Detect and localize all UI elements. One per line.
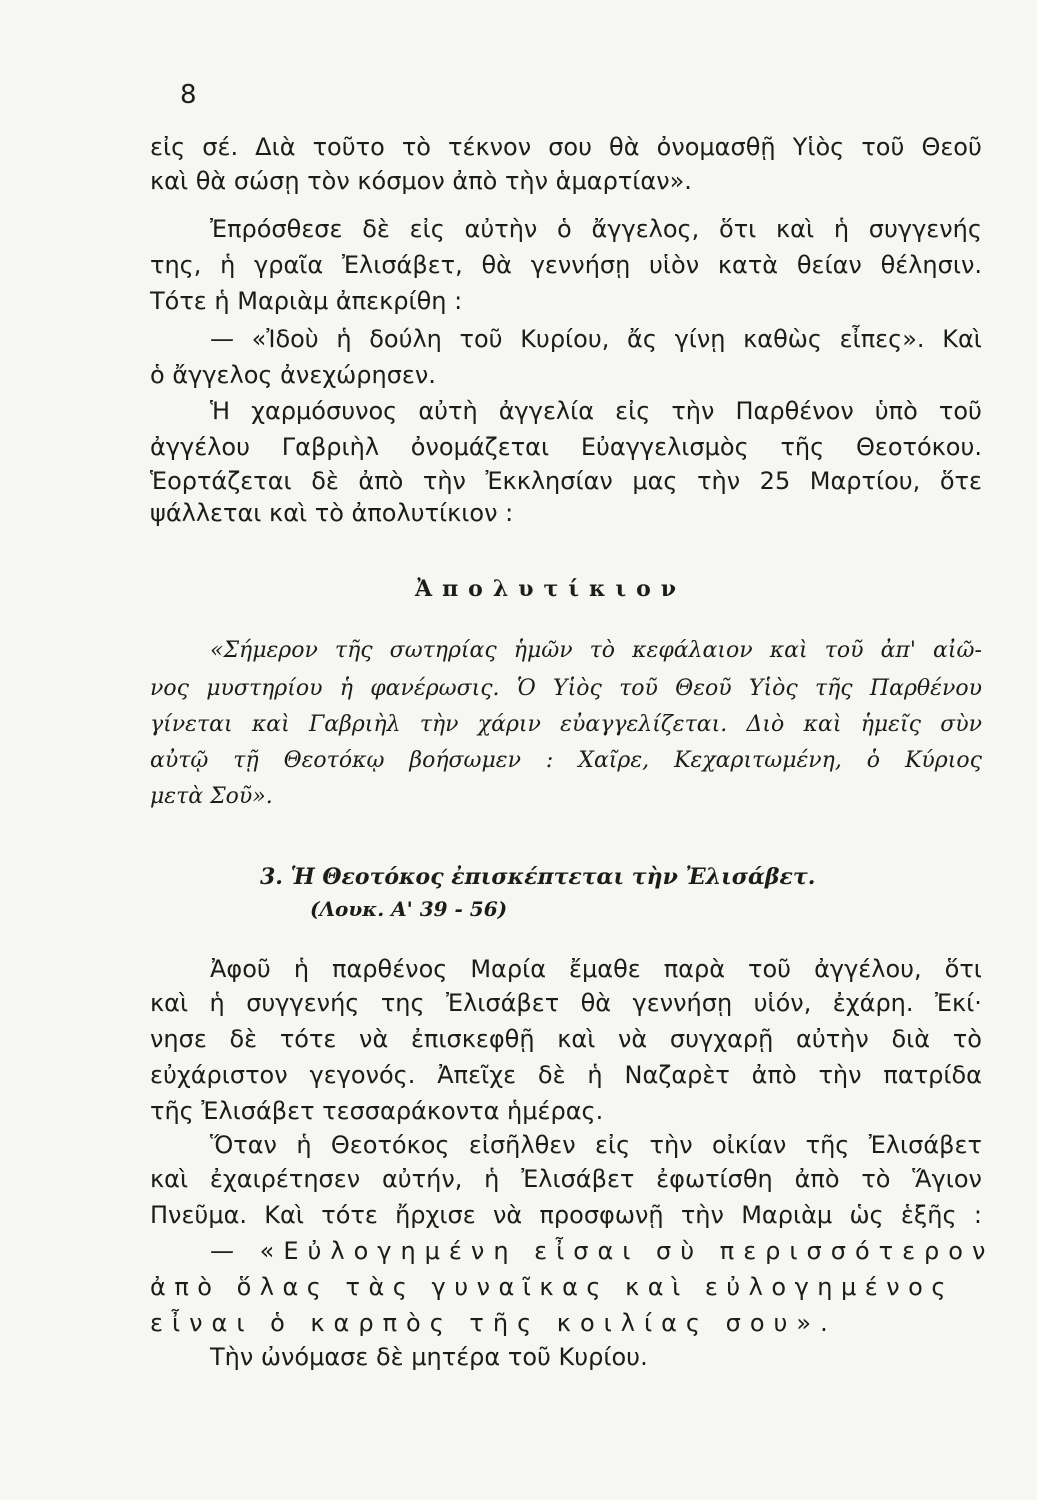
word: ἄγγελος, [591,215,700,243]
word: τὸ [589,638,616,663]
word: εἰς [150,133,186,161]
text-line [150,1198,982,1232]
word: υἱὸν [649,251,700,279]
word: ὅτι [719,215,757,243]
word: σωτηρίας [389,638,497,663]
word: σὺν [940,712,982,737]
word: γεννήσῃ [632,989,733,1017]
text-line: τῆς Ἐλισάβετ τεσσαράκοντα ἡμέρας. [150,1097,604,1125]
word: Χαῖρε, [578,748,650,773]
word: της, [150,251,202,279]
word: ἡμῶν [513,638,573,663]
word: Μαριὰμ [741,1201,833,1229]
word: ἡ [296,1131,312,1159]
word: καὶ [769,638,808,663]
word: εἰς [595,1131,631,1159]
word: τοῦ [938,397,982,425]
word: χάριν [477,712,541,737]
word: ἐπισκεφθῇ [410,1025,535,1053]
text-line [150,464,982,498]
word: γεγονός. [309,1061,416,1089]
word: Διὸ [746,712,785,737]
word: Γαβριὴλ [309,712,401,737]
hymn-line: μετὰ Σοῦ». [150,784,273,809]
word: συγχαρῇ [669,1025,774,1053]
word: : [973,1201,982,1229]
text-line [210,212,982,246]
word: προσφωνῇ [539,1201,664,1229]
word: βοήσωμεν [409,748,521,773]
word: ὁ [866,748,881,773]
word: τὸ [952,1025,982,1053]
word: ἀπὸ [358,467,404,495]
word: Γαβριὴλ [281,433,380,461]
word: Υἱὸς [792,133,845,161]
text-line: Τότε ἡ Μαριὰμ ἀπεκρίθη : [150,287,463,315]
word: Ἅγιον [912,1165,982,1193]
word: δὲ [229,1025,258,1053]
word: ὑπὸ [874,397,918,425]
quote-line: ἀπὸ ὅλας τὰς γυναῖκας καὶ εὐλογημένος [150,1273,954,1301]
text-line [150,1058,982,1092]
word: Ἐλισάβετ [868,1131,982,1159]
word: κατὰ [717,251,779,279]
word: εἶπες». [839,325,925,353]
word: υἱόν, [753,989,812,1017]
quote-line: — «Εὐλογημένη εἶσαι σὺ περισσότερον [210,1237,995,1265]
word: παρθένος [332,955,448,983]
word: Παρθένον [735,397,854,425]
word: χαρμόσυνος [251,397,398,425]
word: ἐχαιρέτησεν [209,1165,361,1193]
word: ἡ [587,1061,603,1089]
word: εὐαγγελίζεται. [560,712,728,737]
word: νος [150,676,189,701]
word: αὐτῷ [150,748,209,773]
word: Παρθένου [869,676,982,701]
word: Ἐκί· [934,989,982,1017]
text-line [150,986,982,1020]
word: Θεοῦ [675,676,732,701]
word: Υἱὸς [553,676,602,701]
word: Ἑορτάζεται [150,467,292,495]
word: εἰσῆλθεν [468,1131,576,1159]
word: Ἀπεῖχε [437,1061,517,1089]
word: θέλησιν. [880,251,982,279]
word: αἰῶ- [933,638,982,663]
word: μυστηρίου [206,676,323,701]
word: Ἐλισάβετ [521,1165,635,1193]
text-line [150,130,982,164]
word: εἰς [615,397,651,425]
word: οἰκίαν [711,1131,787,1159]
word: ὁ [557,215,572,243]
word: Θεοτόκῳ [283,748,385,773]
word: ἡ [293,955,310,983]
word: Κύριος [904,748,982,773]
apolytikion-heading: Ἀπολυτίκιον [415,576,687,602]
word: τοῦ [824,638,864,663]
text-line [150,430,982,464]
word: τότε [279,1025,337,1053]
word: διὰ [891,1025,931,1053]
word: καὶ [150,989,189,1017]
word: Ἡ [210,397,231,425]
hymn-line [210,634,982,668]
word: θείαν [796,251,862,279]
word: Ἀφοῦ [210,955,271,983]
word: Καὶ [942,325,982,353]
word: Μαρτίου, [809,467,921,495]
word: ὅτε [939,467,982,495]
word: 25 [759,467,791,495]
word: ὅτι [944,955,982,983]
text-line [210,952,982,986]
word: Διὰ [255,133,296,161]
word: τῆς [334,638,373,663]
word: τοῦ [619,676,658,701]
word: Ἐκκλησίαν [485,467,613,495]
word: ἔμαθε [569,955,641,983]
word: αὐτὴν [796,1025,869,1053]
word: καὶ [776,215,815,243]
word: γραῖα [254,251,324,279]
text-line: ψάλλεται καὶ τὸ ἀπολυτίκιον : [150,499,514,527]
text-line [150,1162,982,1196]
word: τὴν [680,1201,724,1229]
word: Κεχαριτωμένη, [674,748,842,773]
word: θὰ [580,989,612,1017]
text-line: ὁ ἄγγελος ἀνεχώρησεν. [150,361,436,389]
word: ἐχάρη. [832,989,914,1017]
word: ἡ [833,215,850,243]
hymn-line [150,672,982,706]
word: τῆς [814,676,853,701]
word: τὴν [697,467,741,495]
word: ἀγγέλου, [814,955,922,983]
word: συγγενής [868,215,982,243]
word: Ὁ [516,676,536,701]
word: θὰ [609,133,640,161]
word: ἀπὸ [751,1061,797,1089]
word: Ναζαρὲτ [624,1061,730,1089]
word: ὀνομασθῇ [656,133,776,161]
word: γίνῃ [674,325,726,353]
word: παρὰ [663,955,726,983]
hymn-line [150,744,982,778]
word: τὴν [419,712,459,737]
word: ἡ [220,251,236,279]
word: σου [548,133,592,161]
word: ἀγγελία [498,397,595,425]
word: τέκνον [448,133,532,161]
word: νὰ [359,1025,389,1053]
text-line [210,394,982,428]
section-title: 3. Ἡ Θεοτόκος ἐπισκέπτεται τὴν Ἐλισάβετ. [260,864,816,890]
word: Μαρία [470,955,547,983]
word: τῆς [805,1131,850,1159]
word: τὴν [818,1061,862,1089]
word: ἑξῆς [900,1201,957,1229]
word: Ὅταν [210,1131,277,1159]
word: Υἱὸς [748,676,798,701]
word: καθὼς [743,325,822,353]
word: συγγενής [246,989,360,1017]
word: δὲ [311,467,339,495]
word: μας [632,467,678,495]
word: κεφάλαιον [632,638,753,663]
word: ἄς [627,325,657,353]
text-line: Τὴν ὠνόμασε δὲ μητέρα τοῦ Κυρίου. [210,1343,648,1371]
word: δούλη [369,325,442,353]
word: νὰ [492,1201,523,1229]
word: Κυρίου, [520,325,610,353]
word: νησε [150,1025,207,1053]
text-line [210,1128,982,1162]
word: ἀγγέλου [150,433,250,461]
word: τὴν [649,1131,693,1159]
word: ἡ [339,676,353,701]
word: καὶ [803,712,842,737]
word: καὶ [150,1165,189,1193]
word: δὲ [537,1061,566,1089]
word: τοῦ [459,325,503,353]
word: αὐτήν, [381,1165,463,1193]
section-reference: (Λουκ. Α' 39 - 56) [310,897,508,921]
word: ἀπ' [880,638,916,663]
word: ἀπὸ [794,1165,840,1193]
word: πατρίδα [883,1061,982,1089]
word: φανέρωσις. [370,676,500,701]
text-line [150,1022,982,1056]
text-line [150,248,982,282]
word: σέ. [202,133,239,161]
word: τῆς [780,433,825,461]
text-line [210,322,982,356]
word: τοῦτο [312,133,385,161]
word: ὀνομάζεται [410,433,550,461]
word: νὰ [618,1025,648,1053]
word: Πνεῦμα. [150,1201,248,1229]
word: ἡ [209,989,225,1017]
word: — [210,325,234,353]
word: Θεοῦ [921,133,982,161]
word: «Σήμερον [210,638,318,663]
word: Ἐπρόσθεσε [210,215,343,243]
word: τὴν [671,397,715,425]
word: ἐφωτίσθη [656,1165,773,1193]
word: Θεοτόκος [330,1131,450,1159]
word: εὐχάριστον [150,1061,288,1089]
word: ἡ [336,325,352,353]
word: τὸ [401,133,431,161]
word: τὸ [861,1165,891,1193]
word: θὰ [481,251,512,279]
word: ἡ [484,1165,500,1193]
word: καὶ [251,712,290,737]
word: τὴν [422,467,466,495]
word: της [380,989,425,1017]
word: ὡς [849,1201,884,1229]
word: ἤρχισε [395,1201,476,1229]
word: τοῦ [861,133,905,161]
text-line: καὶ θὰ σώσῃ τὸν κόσμον ἀπὸ τὴν ἁμαρτίαν». [150,167,692,195]
word: εἰς [409,215,445,243]
word: «Ἰδοὺ [251,325,319,353]
word: αὐτὴ [418,397,478,425]
word: Ἐλισάβετ, [341,251,463,279]
word: γίνεται [150,712,233,737]
word: τῇ [233,748,259,773]
page-number: 8 [180,80,197,110]
word: : [545,748,554,773]
word: δὲ [362,215,390,243]
word: Καὶ [264,1201,304,1229]
hymn-line [150,708,982,742]
word: καὶ [557,1025,596,1053]
word: τοῦ [748,955,792,983]
word: Θεοτόκου. [855,433,982,461]
word: τότε [321,1201,378,1229]
quote-line: εἶναι ὁ καρπὸς τῆς κοιλίας σου». [150,1309,837,1337]
word: ἡμεῖς [860,712,921,737]
word: αὐτὴν [464,215,538,243]
word: Εὐαγγελισμὸς [580,433,749,461]
word: γεννήσῃ [530,251,631,279]
word: Ἐλισάβετ [446,989,560,1017]
